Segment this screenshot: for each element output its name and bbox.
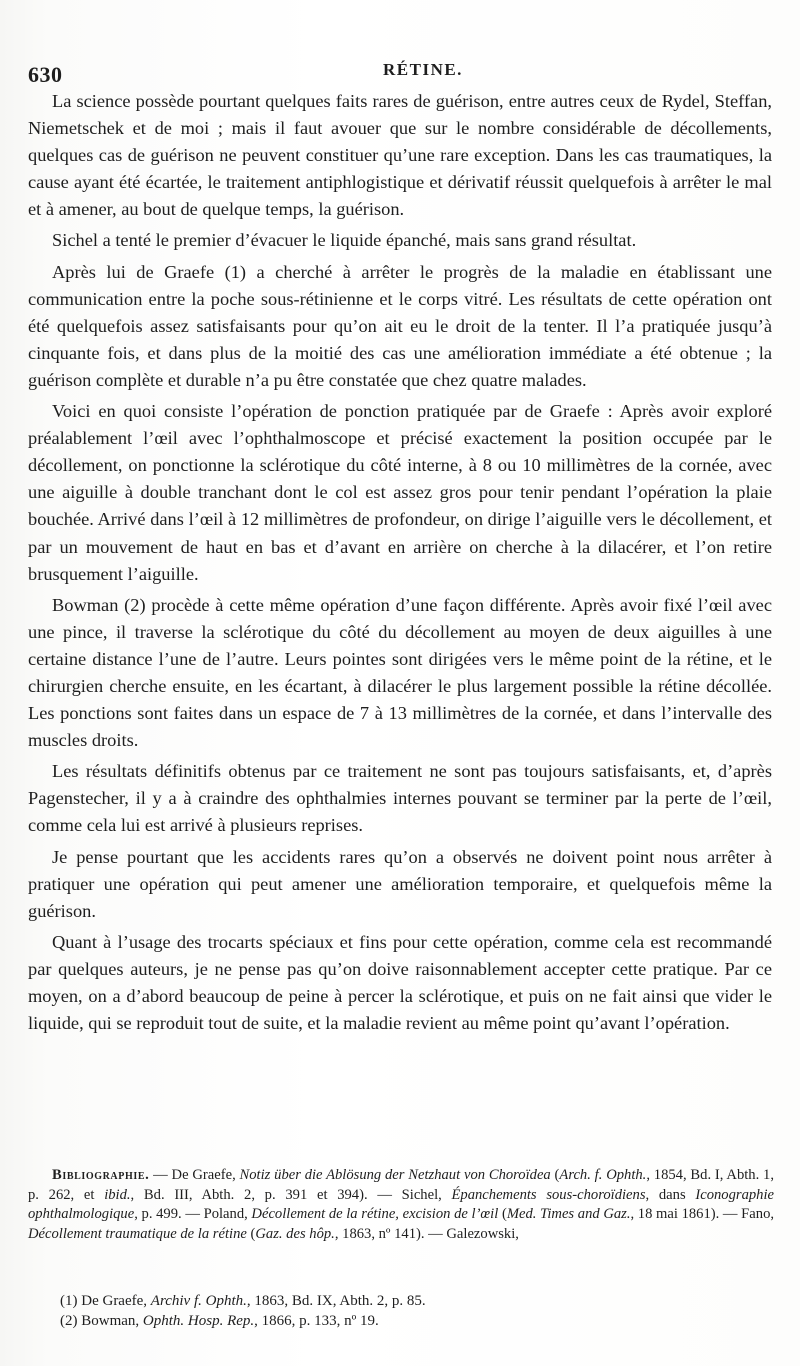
bibliography <box>28 1166 774 1244</box>
paragraph: La science possède pourtant quelques faits rares de guérison, entre autres ceux de Rydel, Steffan, Niemetschek et de moi ; mais il faut avouer que sur le nombre considérable de décollements, quelques cas de guérison ne peuvent constituer qu’une rare exception. Dans les cas traumatiques, la cause ayant été écartée, le traitement antiphlogistique et dérivatif réussit quelquefois à arrêter le mal et à amener, au bout de quelque temps, la guérison. <box>28 91 772 220</box>
bib-text: , Bd. III, Abth. 2, p. 391 et 394). — Sichel, <box>130 1186 452 1203</box>
bib-ibid: ibid. <box>104 1186 131 1203</box>
bib-title: Épanchements sous-choroïdiens <box>451 1186 646 1203</box>
body-text <box>28 88 772 1041</box>
footnote-journal: Ophth. Hosp. Rep. <box>142 1312 255 1329</box>
bib-text: — De Graefe, <box>149 1167 240 1183</box>
paragraph: Je pense pourtant que les accidents rares qu’on a observés ne doivent point nous arrêter à pratiquer une opération qui peut amener une amélioration temporaire, et quelquefois même la guérison. <box>28 846 772 921</box>
footnotes <box>60 1292 760 1331</box>
bib-journal: Arch. f. Ophth. <box>559 1167 647 1183</box>
bib-title: Décollement de la rétine, excision de l’œil <box>251 1206 499 1223</box>
bib-title: Décollement traumatique de la rétine <box>28 1225 247 1242</box>
paragraph: Voici en quoi consiste l’opération de ponction pratiquée par de Graefe : Après avoir exploré préalablement l’œil avec l’ophthalmoscope et précisé exactement la position occupée par le décollement, on ponctionne la sclérotique du côté interne, à 8 ou 10 millimètres de la cornée, avec une aiguille à double tranchant dont le col est assez gros pour tenir pendant l’opération la plaie bouchée. Arrivé dans l’œil à 12 millimètres de profondeur, on dirige l’aiguille vers le décollement, et par un mouvement de haut en bas et d’avant en arrière on cherche à la dilacérer, et l’on retire brusquement l’aiguille. <box>28 401 772 584</box>
paragraph: Sichel a tenté le premier d’évacuer le liquide épanché, mais sans grand résultat. <box>52 230 637 251</box>
footnote-text: (1) De Graefe, <box>60 1293 151 1309</box>
bib-journal: Gaz. des hôp. <box>255 1225 335 1242</box>
bib-journal: Iconographie ophthalmologique <box>28 1186 774 1223</box>
page-number: 630 <box>28 62 63 87</box>
footnote-1 <box>60 1292 760 1312</box>
bib-text: , 18 mai 1861). — Fano, <box>630 1206 775 1223</box>
bib-text: , 1863, nº 141). — Galezowski, <box>334 1225 519 1242</box>
section-title: RÉTINE. <box>383 60 463 79</box>
footnote-text: (2) Bowman, <box>60 1312 143 1329</box>
bib-title: Notiz über die Ablösung der Netzhaut von Choroïdea <box>239 1167 551 1183</box>
footnote-journal: Archiv f. Ophth. <box>150 1293 247 1309</box>
bib-text: , dans <box>645 1186 696 1203</box>
footnote-text: , 1866, p. 133, nº 19. <box>254 1312 379 1329</box>
bib-text: ( <box>246 1225 256 1242</box>
paragraph: Les résultats définitifs obtenus par ce traitement ne sont pas toujours satisfaisants, et, d’après Pagenstecher, il y a à craindre des ophthalmies internes pouvant se terminer par la perte de l’œil, comme cela lui est arrivé à plusieurs reprises. <box>28 761 772 836</box>
running-head <box>28 58 780 88</box>
paragraph: Quant à l’usage des trocarts spéciaux et fins pour cette opération, comme cela est recommandé par quelques auteurs, je ne pense pas qu’on doive raisonnablement accepter cette pratique. Par ce moyen, on a d’abord beaucoup de peine à percer la sclérotique, et puis on ne fait ainsi que vider le liquide, qui se reproduit tout de suite, et la maladie revient au même point qu’avant l’opération. <box>28 931 772 1034</box>
bibliography-label: Bibliographie. <box>52 1167 150 1183</box>
bib-text: , p. 499. — Poland, <box>134 1206 252 1223</box>
bib-journal: Med. Times and Gaz. <box>506 1206 631 1223</box>
bib-text: , 1854, Bd. I, Abth. 1, p. 262, et <box>28 1167 774 1203</box>
bib-text: ( <box>550 1167 560 1183</box>
paragraph: Après lui de Graefe (1) a cherché à arrêter le progrès de la maladie en établissant une communication entre la poche sous-rétinienne et le corps vitré. Les résultats de cette opération ont été quelquefois assez satisfaisants pour qu’on ait eu le droit de la tenter. Il l’a pratiquée jusqu’à cinquante fois, et dans plus de la moitié des cas une amélioration immédiate a été obtenue ; la guérison complète et durable n’a pu être constatée que chez quatre malades. <box>28 261 772 390</box>
footnote-2 <box>60 1312 760 1332</box>
bibliography-entry <box>28 1166 774 1244</box>
bib-text: ( <box>498 1206 507 1223</box>
paragraph: Bowman (2) procède à cette même opération d’une façon différente. Après avoir fixé l’œil avec une pince, il traverse la sclérotique du côté du décollement au moyen de deux aiguilles à une certaine distance l’une de l’autre. Leurs pointes sont dirigées vers le même point de la rétine, et le chirurgien cherche ensuite, en les écartant, à dilacérer le plus largement possible la rétine décollée. Les ponctions sont faites dans un espace de 7 à 13 millimètres de la cornée, et dans l’intervalle des muscles droits. <box>28 594 772 751</box>
footnote-text: , 1863, Bd. IX, Abth. 2, p. 85. <box>246 1293 426 1309</box>
